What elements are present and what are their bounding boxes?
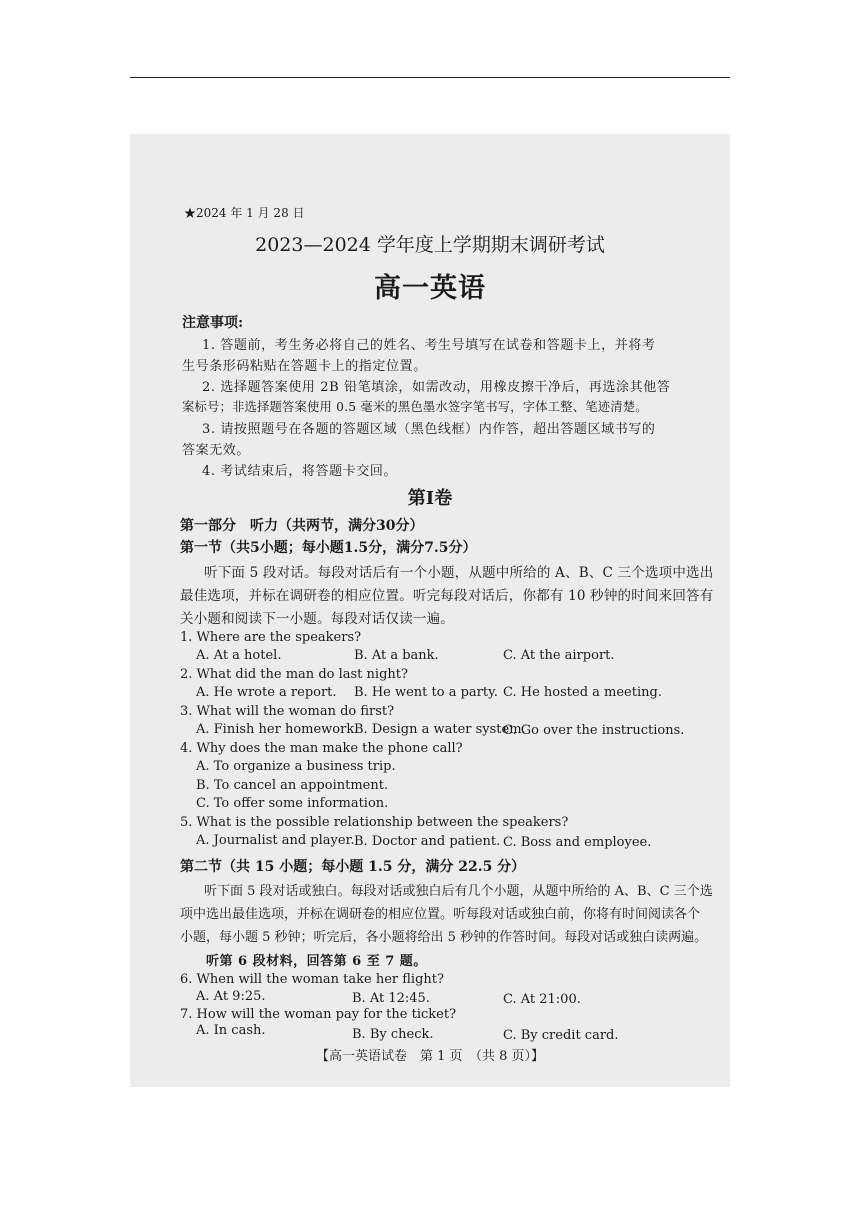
notice-line: 答案无效。 — [182, 443, 251, 458]
instruction-line: 小题，每小题 5 秒钟；听完后，各小题将给出 5 秒钟的作答时间。每段对话或独白读两遍。 — [180, 930, 708, 945]
question-stem: 7. How will the woman pay for the ticket? — [180, 1007, 457, 1022]
option-a: A. At 9:25. — [196, 989, 266, 1004]
top-rule — [130, 77, 730, 78]
option-c: C. By credit card. — [503, 1028, 619, 1043]
question-stem: 6. When will the woman take her flight? — [180, 972, 444, 987]
page-footer: 【高一英语试卷 第 1 页 （共 8 页）】 — [315, 1049, 545, 1064]
option-b: B. At a bank. — [354, 648, 439, 663]
notice-line: 案标号；非选择题答案使用 0.5 毫米的黑色墨水签字笔书写，字体工整、笔迹清楚。 — [182, 400, 648, 414]
option-c: C. At the airport. — [503, 648, 615, 663]
notice-line: 2. 选择题答案使用 2B 铅笔填涂，如需改动，用橡皮擦干净后，再选涂其他答 — [202, 380, 671, 395]
question-stem: 1. Where are the speakers? — [180, 630, 362, 645]
option-a: A. He wrote a report. — [196, 685, 337, 700]
exam-date: ★2024 年 1 月 28 日 — [184, 206, 305, 220]
notice-line: 生号条形码粘贴在答题卡上的指定位置。 — [182, 359, 427, 374]
part1-heading: 第一部分 听力（共两节，满分30分） — [180, 518, 424, 534]
notice-line: 3. 请按照题号在各题的答题区域（黑色线框）内作答，超出答题区域书写的 — [202, 422, 656, 437]
instruction-line: 关小题和阅读下一小题。每段对话仅读一遍。 — [180, 611, 454, 627]
exam-page-scan — [130, 134, 730, 1087]
section1-heading: 第一节（共5小题；每小题1.5分，满分7.5分） — [180, 540, 477, 556]
instruction-line: 听下面 5 段对话或独白。每段对话或独白后有几个小题，从题中所给的 A、B、C 三个选 — [204, 884, 713, 899]
notice-line: 4. 考试结束后，将答题卡交回。 — [202, 464, 398, 479]
question-stem: 5. What is the possible relationship between the speakers? — [180, 815, 569, 830]
option-b: B. He went to a party. — [354, 685, 498, 700]
exam-title: 2023—2024 学年度上学期期末调研考试 — [255, 234, 605, 256]
option-c: C. Boss and employee. — [503, 835, 652, 850]
material-heading: 听第 6 段材料，回答第 6 至 7 题。 — [206, 954, 427, 969]
question-stem: 4. Why does the man make the phone call? — [180, 741, 463, 756]
option-b: B. Design a water system. — [354, 722, 526, 737]
option-b: B. Doctor and patient. — [354, 834, 501, 849]
question-stem: 3. What will the woman do first? — [180, 704, 395, 719]
option-c: C. At 21:00. — [503, 992, 581, 1007]
instruction-line: 项中选出最佳选项，并标在调研卷的相应位置。听每段对话或独白前，你将有时间阅读各个 — [180, 907, 701, 922]
option-a: A. At a hotel. — [196, 648, 282, 663]
notice-heading: 注意事项: — [182, 315, 244, 331]
option-a: A. In cash. — [196, 1023, 266, 1038]
option-b: B. To cancel an appointment. — [196, 778, 389, 793]
option-c: C. Go over the instructions. — [503, 723, 685, 738]
option-a: A. Journalist and player. — [196, 833, 355, 848]
option-a: A. Finish her homework. — [196, 722, 359, 737]
option-c: C. He hosted a meeting. — [503, 685, 662, 700]
instruction-line: 最佳选项，并标在调研卷的相应位置。听完每段对话后，你都有 10 秒钟的时间来回答有 — [180, 588, 714, 604]
volume-title: 第Ⅰ卷 — [407, 488, 453, 509]
notice-line: 1. 答题前，考生务必将自己的姓名、考生号填写在试卷和答题卡上，并将考 — [202, 338, 656, 353]
option-b: B. At 12:45. — [352, 991, 430, 1006]
instruction-line: 听下面 5 段对话。每段对话后有一个小题，从题中所给的 A、B、C 三个选项中选出 — [204, 565, 714, 581]
subject-title: 高一英语 — [374, 273, 486, 304]
question-stem: 2. What did the man do last night? — [180, 667, 408, 682]
option-c: C. To offer some information. — [196, 796, 389, 811]
section2-heading: 第二节（共 15 小题；每小题 1.5 分，满分 22.5 分） — [180, 859, 526, 875]
option-b: B. By check. — [352, 1027, 434, 1042]
option-a: A. To organize a business trip. — [196, 759, 396, 774]
